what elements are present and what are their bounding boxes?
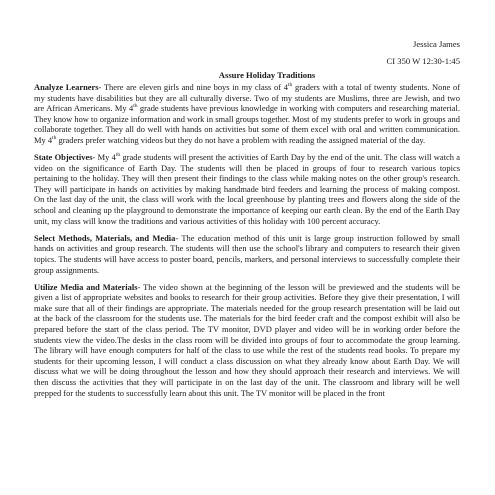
section-state-objectives	[34, 152, 460, 226]
document-body	[34, 82, 460, 398]
section-text: - The education method of this unit is large group instruction followed by small hands on activities and group research. The students will then use the school's library and computers to research their given topics. The students will have access to poster board, pencils, markers, and personal interviews to successfully complete their group assignments.	[34, 232, 460, 275]
ordinal-suffix: th	[287, 82, 293, 89]
section-text: graders prefer watching videos but they do not have a problem with reading the assigned material of the day.	[56, 134, 426, 145]
section-text: graders with a total of twenty students. None of my students have disabilities but they are all culturally diverse. Two of my students are Muslims, three are Jewish, and two are African Americans. My 4	[34, 82, 460, 114]
ordinal-suffix: th	[115, 152, 121, 159]
section-text: - My 4	[92, 152, 116, 163]
section-heading: Select Methods, Materials, and Media	[34, 232, 176, 243]
section-heading: State Objectives	[34, 152, 93, 163]
document-page	[34, 38, 460, 405]
section-heading: Analyze Learners	[34, 82, 99, 92]
section-heading: Utilize Media and Materials	[34, 281, 138, 292]
author-name: Jessica James	[412, 39, 460, 49]
section-analyze-learners	[34, 82, 460, 146]
ordinal-suffix: th	[133, 103, 138, 110]
document-title: Assure Holiday Traditions	[218, 70, 316, 80]
section-text: grade students have previous knowledge in working with computers and researching material. They know how to organize information and work in small groups together. Most of my students prefer to work in groups and collaborate together. They all do well with hands on activities but some of them excel with oral and written communication. My 4	[34, 103, 460, 145]
section-select-methods-materials-and-media	[34, 233, 460, 275]
section-text: grade students will present the activities of Earth Day by the end of the unit. The class will watch a video on the significance of Earth Day. The students will then be placed in groups of four to research various topics pertaining to the holiday. They will then present their findings to the class while making notes on the other group's research. They will participate in hands on activities by making handmade bird feeders and learning the process of making compost. On the last day of the unit, the class will work with the local greenhouse by planting trees and flowers along the side of the school and cleaning up the playground to demonstrate the importance of keeping our earth clean. By the end of the Earth Day unit, my class will know the traditions and various activities of this holiday with 100 percent accuracy.	[34, 152, 460, 226]
section-text: - The video shown at the beginning of the lesson will be previewed and the students will be given a list of appropriate websites and books to research for their group activities. Before they give their presentation, I will make sure that all of their findings are appropriate. The materials needed for the group research presentation will be laid out at the back of the classroom for the students use. The materials for the bird feeder craft and the compost exhibit will also be prepared before the start of the class period. The TV monitor, DVD player and video will be in working order before the students view the video.The desks in the class room will be divided into groups of four to accommodate the group learning. The library will have enough computers for half of the class to use while the rest of the students read books. To prepare my students for their upcoming lesson, I will conduct a class discussion on what they already know about Earth Day. We will discuss what we will be doing throughout the lesson and how they should approach their research and interviews. We will then discuss the activities that they will participate in on the last day of the unit. The classroom and library will be well prepped for the students to successfully learn about this unit. The TV monitor will be placed in the front	[34, 281, 460, 398]
document-header	[34, 38, 460, 68]
section-utilize-media-and-materials	[34, 282, 460, 399]
course-info: CI 350 W 12:30-1:45	[386, 56, 460, 66]
ordinal-suffix: th	[52, 135, 57, 142]
section-text: - There are eleven girls and nine boys in my class of 4	[98, 82, 288, 92]
